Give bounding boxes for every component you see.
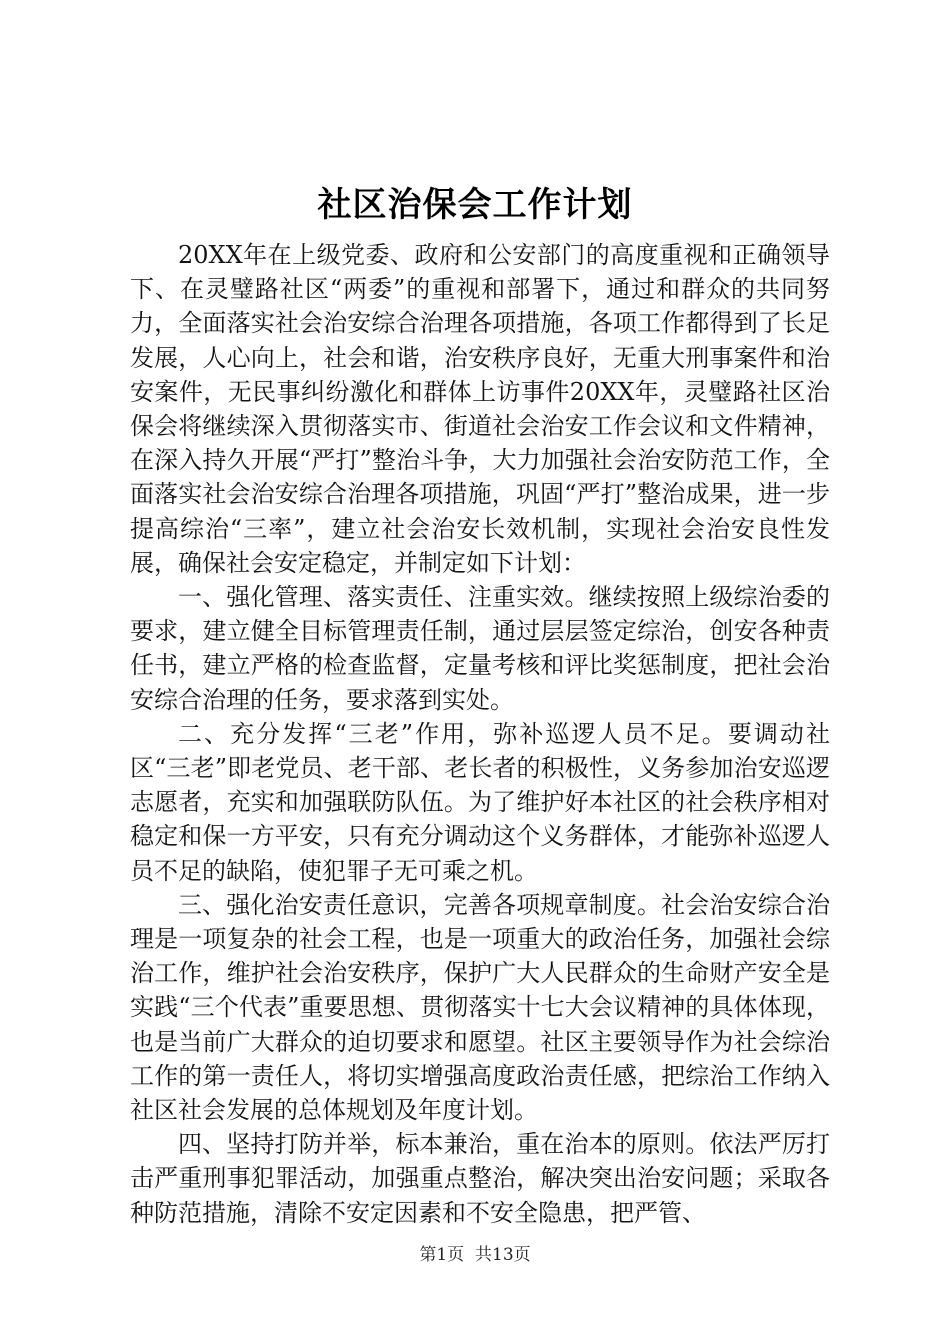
page-number: 第1页: [419, 1245, 465, 1265]
paragraph-section-4: 四、坚持打防并举，标本兼治，重在治本的原则。依法严厉打击严重刑事犯罪活动，加强重点整治，解决突出治安问题；采取各种防范措施，清除不安定因素和不安全隐患，把严管、: [130, 1130, 830, 1227]
paragraph-intro: 20XX年在上级党委、政府和公安部门的高度重视和正确领导下、在灵璧路社区“两委”的重视和部署下，通过和群众的共同努力，全面落实社会治安综合治理各项措施，各项工作都得到了长足发展，人心向上，社会和谐，治安秩序良好，无重大刑事案件和治安案件，无民事纠纷激化和群体上访事件20XX年，灵璧路社区治保会将继续深入贯彻落实市、街道社会治安工作会议和文件精神，在深入持久开展“严打”整治斗争，大力加强社会治安防范工作，全面落实社会治安综合治理各项措施，巩固“严打”整治成果，进一步提高综治“三率”，建立社会治安长效机制，实现社会治安良性发展，确保社会安定稳定，并制定如下计划：: [130, 241, 830, 577]
page-title: 社区治保会工作计划: [317, 185, 633, 225]
document-body: [130, 238, 830, 1230]
paragraph-section-1: 一、强化管理、落实责任、注重实效。继续按照上级综治委的要求，建立健全目标管理责任制，通过层层签定综治，创安各种责任书，建立严格的检查监督，定量考核和评比奖惩制度，把社会治安综合治理的任务，要求落到实处。: [130, 583, 830, 714]
page-footer: [0, 1243, 950, 1267]
paragraph-section-3: 三、强化治安责任意识，完善各项规章制度。社会治安综合治理是一项复杂的社会工程，也是一项重大的政治任务，加强社会综治工作，维护社会治安秩序，保护广大人民群众的生命财产安全是实践“三个代表”重要思想、贯彻落实十七大会议精神的具体体现，也是当前广大群众的迫切要求和愿望。社区主要领导作为社会综治工作的第一责任人，将切实增强高度政治责任感，把综治工作纳入社区社会发展的总体规划及年度计划。: [130, 890, 830, 1125]
page-total: 共13页: [475, 1245, 531, 1265]
paragraph-section-2: 二、充分发挥“三老”作用，弥补巡逻人员不足。要调动社区“三老”即老党员、老干部、老长者的积极性，义务参加治安巡逻志愿者，充实和加强联防队伍。为了维护好本社区的社会秩序相对稳定和保一方平安，只有充分调动这个义务群体，才能弥补巡逻人员不足的缺陷，使犯罪子无可乘之机。: [130, 719, 830, 885]
